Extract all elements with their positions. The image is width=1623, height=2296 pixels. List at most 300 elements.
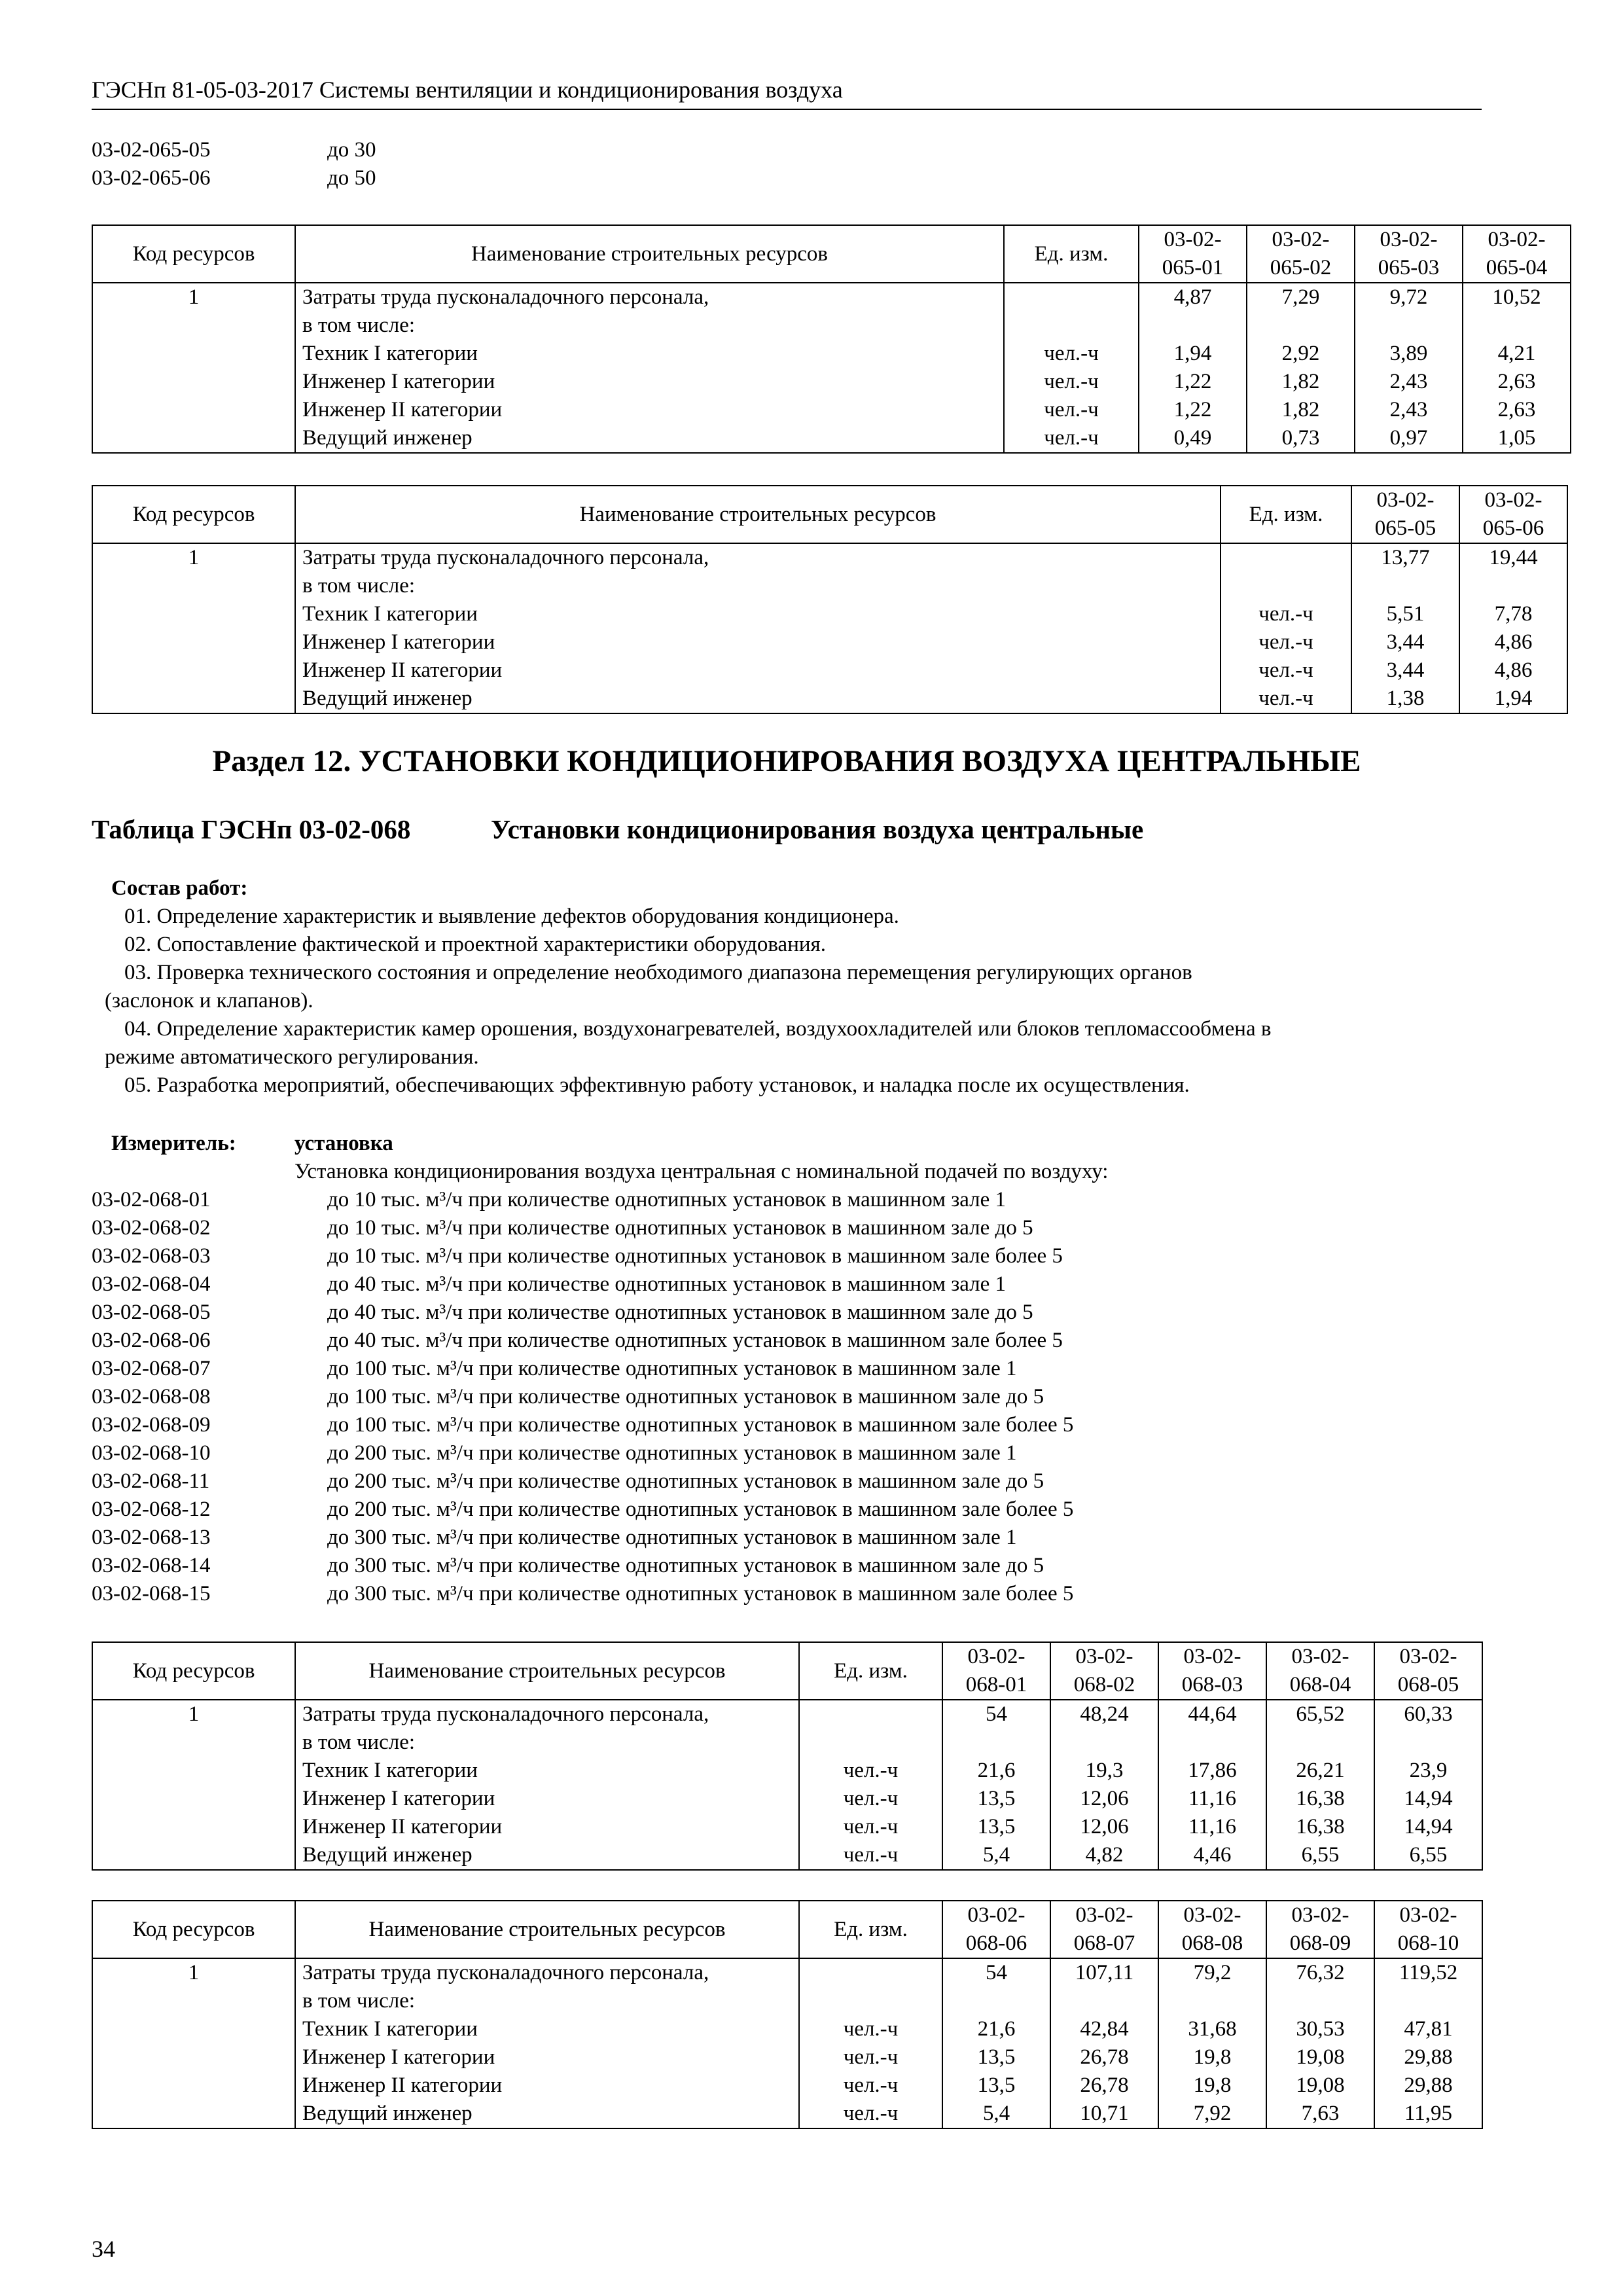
col-unit-header: Ед. изм.	[1221, 486, 1351, 543]
list-text: до 30	[327, 138, 376, 162]
row-name: Ведущий инженер	[295, 424, 1004, 453]
resource-table-3-wrap	[92, 1641, 1482, 1871]
row-value: 2,63	[1463, 396, 1571, 424]
list-code: 03-02-068-10	[92, 1441, 211, 1465]
row-name: Инженер II категории	[295, 396, 1004, 424]
row-code: 1	[92, 1700, 295, 1729]
row-value: 19,08	[1266, 2043, 1374, 2072]
row-code	[92, 368, 295, 396]
row-value: 1,94	[1139, 340, 1247, 368]
row-value: 1,82	[1247, 368, 1355, 396]
row-unit: чел.-ч	[799, 2100, 942, 2128]
row-value: 60,33	[1374, 1700, 1482, 1729]
work-item: 02. Сопоставление фактической и проектной характеристики оборудования.	[124, 933, 826, 956]
row-code	[92, 600, 295, 628]
row-name: Затраты труда пусконаладочного персонала,	[295, 543, 1221, 572]
col-header: 03-02- 068-03	[1158, 1642, 1266, 1700]
table-header-row	[92, 225, 1571, 283]
row-value: 11,95	[1374, 2100, 1482, 2128]
row-value: 4,46	[1158, 1841, 1266, 1870]
list-item	[92, 1242, 1073, 1270]
list-text: до 200 тыс. м³/ч при количестве однотипных установок в машинном зале 1	[327, 1441, 1017, 1465]
row-value: 11,16	[1158, 1785, 1266, 1813]
table-row	[92, 2100, 1482, 2128]
row-value: 1,22	[1139, 368, 1247, 396]
measurer	[92, 1130, 1482, 1608]
table-row	[92, 2043, 1482, 2072]
resource-table-2-wrap	[92, 485, 1544, 714]
row-code: 1	[92, 543, 295, 572]
table-header-row	[92, 1642, 1482, 1700]
list-item	[92, 1383, 1073, 1411]
row-unit	[1004, 312, 1139, 340]
list-text: до 200 тыс. м³/ч при количестве однотипных установок в машинном зале более 5	[327, 1498, 1074, 1521]
list-item	[92, 1439, 1073, 1467]
row-value: 79,2	[1158, 1958, 1266, 1987]
row-value: 19,3	[1050, 1757, 1158, 1785]
list-code: 03-02-068-07	[92, 1357, 211, 1380]
list-text: до 100 тыс. м³/ч при количестве однотипных установок в машинном зале более 5	[327, 1413, 1074, 1437]
row-unit: чел.-ч	[799, 2072, 942, 2100]
row-unit: чел.-ч	[799, 1841, 942, 1870]
row-code: 1	[92, 283, 295, 312]
col-code-header: Код ресурсов	[92, 225, 295, 283]
row-name: Техник I категории	[295, 340, 1004, 368]
row-value: 1,22	[1139, 396, 1247, 424]
row-value: 44,64	[1158, 1700, 1266, 1729]
row-value	[1374, 1729, 1482, 1757]
row-value: 5,4	[942, 1841, 1050, 1870]
row-name: Инженер II категории	[295, 656, 1221, 685]
page-number: 34	[92, 2236, 115, 2262]
row-value: 14,94	[1374, 1813, 1482, 1841]
row-value	[1351, 572, 1459, 600]
col-header: 03-02- 065-02	[1247, 225, 1355, 283]
work-item: 01. Определение характеристик и выявление дефектов оборудования кондиционера.	[124, 905, 899, 928]
list-text: до 10 тыс. м³/ч при количестве однотипных установок в машинном зале 1	[327, 1188, 1007, 1211]
row-value: 76,32	[1266, 1958, 1374, 1987]
col-unit-header: Ед. изм.	[799, 1901, 942, 1958]
row-code	[92, 572, 295, 600]
row-unit	[1221, 572, 1351, 600]
row-value: 12,06	[1050, 1813, 1158, 1841]
table-row	[92, 424, 1571, 453]
table-title-number: Таблица ГЭСНп 03-02-068	[92, 814, 411, 844]
table-row	[92, 1729, 1482, 1757]
row-value: 13,5	[942, 1785, 1050, 1813]
table-row	[92, 656, 1567, 685]
row-unit: чел.-ч	[1221, 685, 1351, 713]
work-item: 05. Разработка мероприятий, обеспечивающих эффективную работу установок, и наладка после их осуществления.	[124, 1073, 1190, 1097]
row-value: 3,89	[1355, 340, 1463, 368]
col-name-header: Наименование строительных ресурсов	[295, 486, 1221, 543]
row-name: Ведущий инженер	[295, 1841, 799, 1870]
row-value: 6,55	[1266, 1841, 1374, 1870]
row-value: 65,52	[1266, 1700, 1374, 1729]
table-row	[92, 600, 1567, 628]
row-name: Затраты труда пусконаладочного персонала,	[295, 1700, 799, 1729]
row-unit: чел.-ч	[799, 1813, 942, 1841]
col-header: 03-02- 065-04	[1463, 225, 1571, 283]
row-value: 54	[942, 1958, 1050, 1987]
list-item	[92, 1270, 1073, 1299]
measurer-label: Измеритель:	[111, 1132, 236, 1155]
measurer-row	[92, 1130, 1482, 1158]
row-value: 10,52	[1463, 283, 1571, 312]
row-value: 7,92	[1158, 2100, 1266, 2128]
list-text: до 300 тыс. м³/ч при количестве однотипных установок в машинном зале более 5	[327, 1582, 1074, 1605]
row-name: Инженер II категории	[295, 2072, 799, 2100]
row-value	[1158, 1729, 1266, 1757]
row-value: 1,94	[1459, 685, 1567, 713]
list-code: 03-02-068-05	[92, 1300, 211, 1324]
row-value: 31,68	[1158, 2015, 1266, 2043]
row-value: 11,16	[1158, 1813, 1266, 1841]
list-item	[92, 1467, 1073, 1496]
list-code: 03-02-068-08	[92, 1385, 211, 1408]
row-unit: чел.-ч	[1221, 600, 1351, 628]
row-value	[1266, 1729, 1374, 1757]
list-text: до 40 тыс. м³/ч при количестве однотипных установок в машинном зале более 5	[327, 1329, 1063, 1352]
table-row	[92, 572, 1567, 600]
row-code	[92, 340, 295, 368]
table-row	[92, 1841, 1482, 1870]
resource-table-4-wrap	[92, 1900, 1482, 2129]
list-text: до 40 тыс. м³/ч при количестве однотипных установок в машинном зале 1	[327, 1272, 1007, 1296]
list-text: до 200 тыс. м³/ч при количестве однотипных установок в машинном зале до 5	[327, 1469, 1044, 1493]
row-code	[92, 2043, 295, 2072]
row-value: 48,24	[1050, 1700, 1158, 1729]
row-value: 47,81	[1374, 2015, 1482, 2043]
list-text: до 300 тыс. м³/ч при количестве однотипных установок в машинном зале 1	[327, 1526, 1017, 1549]
row-name: Инженер I категории	[295, 628, 1221, 656]
row-code	[92, 1729, 295, 1757]
row-name: Ведущий инженер	[295, 2100, 799, 2128]
col-header: 03-02- 065-05	[1351, 486, 1459, 543]
row-value: 6,55	[1374, 1841, 1482, 1870]
table-row	[92, 2015, 1482, 2043]
row-value: 0,49	[1139, 424, 1247, 453]
row-value: 26,78	[1050, 2072, 1158, 2100]
resource-table-1	[92, 224, 1571, 454]
row-value: 2,92	[1247, 340, 1355, 368]
resource-table-2	[92, 485, 1568, 714]
row-unit: чел.-ч	[1004, 368, 1139, 396]
row-code	[92, 2072, 295, 2100]
row-value	[1158, 1987, 1266, 2015]
col-header: 03-02- 065-06	[1459, 486, 1567, 543]
row-code	[92, 424, 295, 453]
row-name: в том числе:	[295, 1987, 799, 2015]
row-value: 19,08	[1266, 2072, 1374, 2100]
list-item	[92, 1214, 1073, 1242]
top-list-table	[92, 136, 376, 192]
row-value: 13,5	[942, 2072, 1050, 2100]
row-value	[1247, 312, 1355, 340]
row-code	[92, 396, 295, 424]
row-value: 4,86	[1459, 656, 1567, 685]
row-name: Инженер I категории	[295, 1785, 799, 1813]
work-item: 04. Определение характеристик камер орошения, воздухонагревателей, воздухоохладителей или блоков тепломассообмена в	[124, 1017, 1272, 1041]
col-unit-header: Ед. изм.	[1004, 225, 1139, 283]
row-value: 29,88	[1374, 2072, 1482, 2100]
list-item	[92, 1411, 1073, 1439]
row-value: 5,51	[1351, 600, 1459, 628]
col-header: 03-02- 068-04	[1266, 1642, 1374, 1700]
row-value	[942, 1729, 1050, 1757]
row-value: 16,38	[1266, 1785, 1374, 1813]
row-value: 13,5	[942, 1813, 1050, 1841]
row-name: Техник I категории	[295, 2015, 799, 2043]
row-name: Затраты труда пусконаладочного персонала,	[295, 283, 1004, 312]
row-value: 4,86	[1459, 628, 1567, 656]
row-value: 14,94	[1374, 1785, 1482, 1813]
table-row	[92, 685, 1567, 713]
list-item	[92, 1327, 1073, 1355]
table-row	[92, 312, 1571, 340]
col-name-header: Наименование строительных ресурсов	[295, 1642, 799, 1700]
table-row	[92, 1757, 1482, 1785]
row-code: 1	[92, 1958, 295, 1987]
row-unit	[799, 1700, 942, 1729]
row-value: 13,77	[1351, 543, 1459, 572]
row-unit: чел.-ч	[1004, 340, 1139, 368]
col-header: 03-02- 068-02	[1050, 1642, 1158, 1700]
col-header: 03-02- 068-06	[942, 1901, 1050, 1958]
row-code	[92, 1813, 295, 1841]
work-item-wrap: (заслонок и клапанов).	[105, 989, 313, 1013]
row-unit: чел.-ч	[1004, 396, 1139, 424]
work-composition	[92, 874, 1482, 1100]
row-value: 2,43	[1355, 396, 1463, 424]
col-code-header: Код ресурсов	[92, 486, 295, 543]
table-row	[92, 1700, 1482, 1729]
row-name: в том числе:	[295, 312, 1004, 340]
row-name: в том числе:	[295, 1729, 799, 1757]
row-value: 4,87	[1139, 283, 1247, 312]
row-value: 21,6	[942, 1757, 1050, 1785]
row-name: Инженер I категории	[295, 2043, 799, 2072]
table-title	[92, 812, 1482, 847]
row-value: 21,6	[942, 2015, 1050, 2043]
table-header-row	[92, 486, 1567, 543]
list-text: до 10 тыс. м³/ч при количестве однотипных установок в машинном зале более 5	[327, 1244, 1063, 1268]
row-unit: чел.-ч	[1004, 424, 1139, 453]
row-code	[92, 2015, 295, 2043]
list-code: 03-02-068-15	[92, 1582, 211, 1605]
table-row	[92, 1987, 1482, 2015]
row-value: 4,82	[1050, 1841, 1158, 1870]
row-name: Инженер II категории	[295, 1813, 799, 1841]
table-row	[92, 1813, 1482, 1841]
row-value	[1355, 312, 1463, 340]
col-header: 03-02- 068-05	[1374, 1642, 1482, 1700]
row-value	[1050, 1987, 1158, 2015]
col-header: 03-02- 065-01	[1139, 225, 1247, 283]
row-value: 5,4	[942, 2100, 1050, 2128]
row-value: 7,63	[1266, 2100, 1374, 2128]
list-code: 03-02-065-06	[92, 166, 211, 190]
row-value	[1374, 1987, 1482, 2015]
row-unit	[1004, 283, 1139, 312]
list-text: до 10 тыс. м³/ч при количестве однотипных установок в машинном зале до 5	[327, 1216, 1033, 1240]
top-list	[92, 136, 1482, 192]
list-code: 03-02-068-04	[92, 1272, 211, 1296]
col-name-header: Наименование строительных ресурсов	[295, 225, 1004, 283]
list-item	[92, 1524, 1073, 1552]
work-composition-label: Состав работ:	[111, 876, 248, 900]
table-row	[92, 628, 1567, 656]
row-unit: чел.-ч	[799, 2043, 942, 2072]
col-header: 03-02- 068-08	[1158, 1901, 1266, 1958]
table-title-text: Установки кондиционирования воздуха центральные	[491, 814, 1144, 844]
col-unit-header: Ед. изм.	[799, 1642, 942, 1700]
list-code: 03-02-068-09	[92, 1413, 211, 1437]
row-value: 23,9	[1374, 1757, 1482, 1785]
list-item	[92, 1552, 1073, 1580]
row-value: 0,73	[1247, 424, 1355, 453]
row-unit	[1221, 543, 1351, 572]
row-unit	[799, 1958, 942, 1987]
row-value: 19,44	[1459, 543, 1567, 572]
row-unit: чел.-ч	[799, 1757, 942, 1785]
row-unit	[799, 1987, 942, 2015]
row-code	[92, 685, 295, 713]
row-value: 19,8	[1158, 2043, 1266, 2072]
row-name: Ведущий инженер	[295, 685, 1221, 713]
page-header	[92, 73, 1482, 110]
table-row	[92, 283, 1571, 312]
list-code: 03-02-068-03	[92, 1244, 211, 1268]
header-title: ГЭСНп 81-05-03-2017 Системы вентиляции и кондиционирования воздуха	[92, 77, 843, 103]
row-value: 4,21	[1463, 340, 1571, 368]
row-value	[1139, 312, 1247, 340]
row-code	[92, 2100, 295, 2128]
row-value: 2,43	[1355, 368, 1463, 396]
row-unit: чел.-ч	[799, 1785, 942, 1813]
row-value: 9,72	[1355, 283, 1463, 312]
list-item	[92, 1299, 1073, 1327]
list-code: 03-02-068-13	[92, 1526, 211, 1549]
row-name: в том числе:	[295, 572, 1221, 600]
row-value	[1463, 312, 1571, 340]
table-row	[92, 396, 1571, 424]
list-code: 03-02-068-14	[92, 1554, 211, 1577]
list-text: до 100 тыс. м³/ч при количестве однотипных установок в машинном зале до 5	[327, 1385, 1044, 1408]
list-item	[92, 164, 376, 192]
row-unit: чел.-ч	[1221, 628, 1351, 656]
list-item	[92, 1186, 1073, 1214]
list-code: 03-02-068-01	[92, 1188, 211, 1211]
row-value: 10,71	[1050, 2100, 1158, 2128]
table-row	[92, 2072, 1482, 2100]
row-value: 7,29	[1247, 283, 1355, 312]
table-row	[92, 543, 1567, 572]
row-value: 107,11	[1050, 1958, 1158, 1987]
table-header-row	[92, 1901, 1482, 1958]
row-value: 12,06	[1050, 1785, 1158, 1813]
row-value: 3,44	[1351, 656, 1459, 685]
row-value: 54	[942, 1700, 1050, 1729]
table-row	[92, 1785, 1482, 1813]
row-code	[92, 628, 295, 656]
col-header: 03-02- 068-09	[1266, 1901, 1374, 1958]
measurer-value: установка	[294, 1132, 393, 1155]
row-code	[92, 1785, 295, 1813]
table-row	[92, 1958, 1482, 1987]
list-code: 03-02-068-11	[92, 1469, 210, 1493]
row-name: Техник I категории	[295, 1757, 799, 1785]
row-value: 17,86	[1158, 1757, 1266, 1785]
row-value: 3,44	[1351, 628, 1459, 656]
list-item	[92, 136, 376, 164]
work-item-wrap: режиме автоматического регулирования.	[105, 1045, 479, 1069]
row-value: 30,53	[1266, 2015, 1374, 2043]
row-value: 0,97	[1355, 424, 1463, 453]
row-value: 19,8	[1158, 2072, 1266, 2100]
list-code: 03-02-068-02	[92, 1216, 211, 1240]
list-text: до 40 тыс. м³/ч при количестве однотипных установок в машинном зале до 5	[327, 1300, 1033, 1324]
row-code	[92, 1841, 295, 1870]
col-name-header: Наименование строительных ресурсов	[295, 1901, 799, 1958]
list-item	[92, 1580, 1073, 1608]
row-code	[92, 656, 295, 685]
row-name: Инженер I категории	[295, 368, 1004, 396]
measurer-list	[92, 1186, 1073, 1608]
row-value	[1459, 572, 1567, 600]
col-code-header: Код ресурсов	[92, 1642, 295, 1700]
row-unit	[799, 1729, 942, 1757]
row-value	[1266, 1987, 1374, 2015]
row-value: 16,38	[1266, 1813, 1374, 1841]
table-row	[92, 368, 1571, 396]
list-code: 03-02-068-12	[92, 1498, 211, 1521]
row-code	[92, 1987, 295, 2015]
resource-table-1-wrap	[92, 224, 1548, 454]
row-value: 26,21	[1266, 1757, 1374, 1785]
row-value: 1,05	[1463, 424, 1571, 453]
table-row	[92, 340, 1571, 368]
list-code: 03-02-068-06	[92, 1329, 211, 1352]
col-header: 03-02- 065-03	[1355, 225, 1463, 283]
list-code: 03-02-065-05	[92, 138, 211, 162]
col-header: 03-02- 068-01	[942, 1642, 1050, 1700]
col-header: 03-02- 068-07	[1050, 1901, 1158, 1958]
row-value: 29,88	[1374, 2043, 1482, 2072]
list-text: до 50	[327, 166, 376, 190]
row-name: Техник I категории	[295, 600, 1221, 628]
resource-table-3	[92, 1641, 1483, 1871]
row-unit: чел.-ч	[799, 2015, 942, 2043]
row-code	[92, 312, 295, 340]
row-value	[942, 1987, 1050, 2015]
row-value: 1,82	[1247, 396, 1355, 424]
list-text: до 300 тыс. м³/ч при количестве однотипных установок в машинном зале до 5	[327, 1554, 1044, 1577]
row-value	[1050, 1729, 1158, 1757]
resource-table-4	[92, 1900, 1483, 2129]
row-value: 2,63	[1463, 368, 1571, 396]
row-value: 26,78	[1050, 2043, 1158, 2072]
row-value: 7,78	[1459, 600, 1567, 628]
col-code-header: Код ресурсов	[92, 1901, 295, 1958]
section-title: Раздел 12. УСТАНОВКИ КОНДИЦИОНИРОВАНИЯ ВОЗДУХА ЦЕНТРАЛЬНЫЕ	[212, 744, 1361, 778]
list-item	[92, 1496, 1073, 1524]
row-value: 13,5	[942, 2043, 1050, 2072]
row-value: 1,38	[1351, 685, 1459, 713]
col-header: 03-02- 068-10	[1374, 1901, 1482, 1958]
list-item	[92, 1355, 1073, 1383]
row-unit: чел.-ч	[1221, 656, 1351, 685]
